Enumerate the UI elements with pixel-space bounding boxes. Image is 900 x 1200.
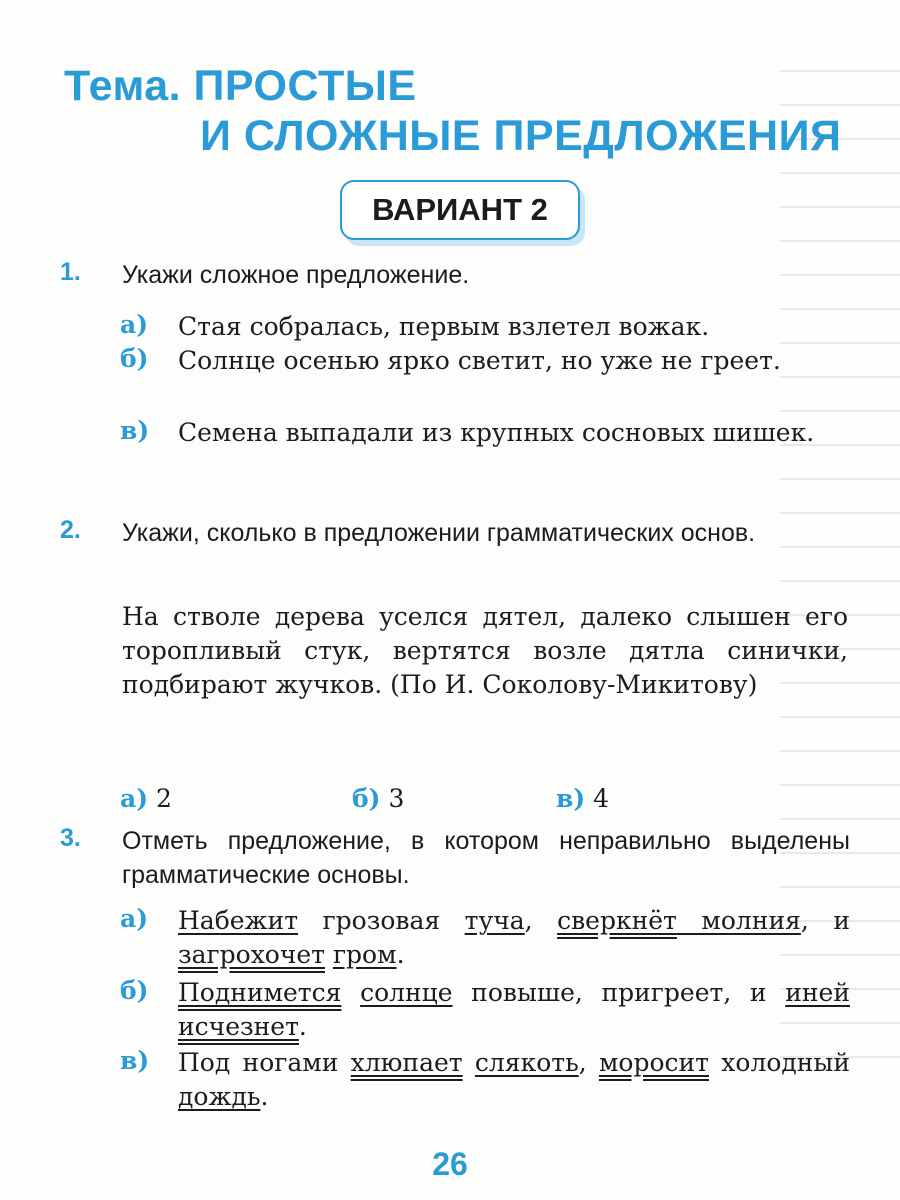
subject-word: иней	[785, 978, 850, 1007]
question-text: Отметь предложение, в котором неправильно выделены грамматические основы.	[122, 827, 850, 889]
subject-word: солнце	[360, 978, 453, 1007]
option-label: а)	[120, 310, 149, 339]
answer-b	[352, 784, 404, 813]
option-text: Солнце осенью ярко светит, но уже не греет.	[178, 346, 781, 375]
page-number: 26	[432, 1146, 468, 1182]
option-text	[178, 1046, 850, 1114]
subject-word: слякоть	[474, 1048, 579, 1077]
plain-text: Под ногами	[178, 1048, 351, 1077]
subject-word: молния	[676, 906, 801, 935]
question-text: Укажи сложное предложение.	[122, 261, 470, 289]
title-line-1: Тема. ПРОСТЫЕ	[64, 62, 417, 110]
option-label: б)	[120, 344, 149, 373]
subject-word: дождь	[178, 1082, 261, 1111]
variant-badge: ВАРИАНТ 2	[340, 180, 580, 240]
option-label: б)	[120, 976, 149, 1005]
subject-word: гром	[332, 940, 397, 969]
predicate-word: сверкнёт	[557, 906, 677, 935]
plain-text	[341, 978, 360, 1007]
answer-c	[556, 784, 609, 813]
plain-text: .	[260, 1082, 269, 1111]
plain-text	[325, 940, 333, 969]
answer-label: б)	[352, 784, 381, 813]
plain-text: .	[298, 1012, 307, 1041]
answer-value: 3	[388, 784, 405, 813]
option-text	[178, 976, 850, 1044]
plain-text: грозовая	[298, 906, 465, 935]
option-text	[178, 904, 850, 972]
plain-text: ,	[578, 1048, 599, 1077]
plain-text: повыше, пригреет, и	[452, 978, 786, 1007]
question-number: 3.	[60, 824, 81, 852]
plain-text: ,	[524, 906, 558, 935]
predicate-word: исчезнет	[178, 1012, 299, 1041]
answer-value: 4	[593, 784, 610, 813]
option-label: а)	[120, 904, 149, 933]
predicate-word: загрохочет	[178, 940, 325, 969]
answer-a	[120, 784, 172, 813]
plain-text: .	[396, 940, 405, 969]
plain-text: холодный	[709, 1048, 850, 1077]
question-text: Укажи, сколько в предложении грамматических основ.	[122, 519, 756, 547]
plain-text	[463, 1048, 475, 1077]
option-text: Стая собралась, первым взлетел вожак.	[178, 312, 710, 341]
predicate-word: хлюпает	[350, 1048, 463, 1077]
answer-label: а)	[120, 784, 149, 813]
answer-label: в)	[556, 784, 586, 813]
option-label: в)	[120, 416, 150, 445]
option-label: в)	[120, 1046, 150, 1075]
predicate-word: Поднимется	[178, 978, 342, 1007]
passage-text: На стволе дерева уселся дятел, далеко слышен его торопливый стук, вертятся возле дятла синички, подбирают жучков. (По И. Соколову-Микитову)	[122, 602, 848, 699]
page-title	[64, 62, 842, 160]
answer-value: 2	[155, 784, 172, 813]
question-number: 2.	[60, 516, 81, 544]
title-line-2: И СЛОЖНЫЕ ПРЕДЛОЖЕНИЯ	[200, 112, 842, 160]
option-text: Семена выпадали из крупных сосновых шишек.	[178, 418, 815, 447]
question-number: 1.	[60, 258, 81, 286]
subject-word: Набежит	[178, 906, 299, 935]
predicate-word: моросит	[598, 1048, 709, 1077]
plain-text: , и	[800, 906, 850, 935]
subject-word: туча	[464, 906, 525, 935]
